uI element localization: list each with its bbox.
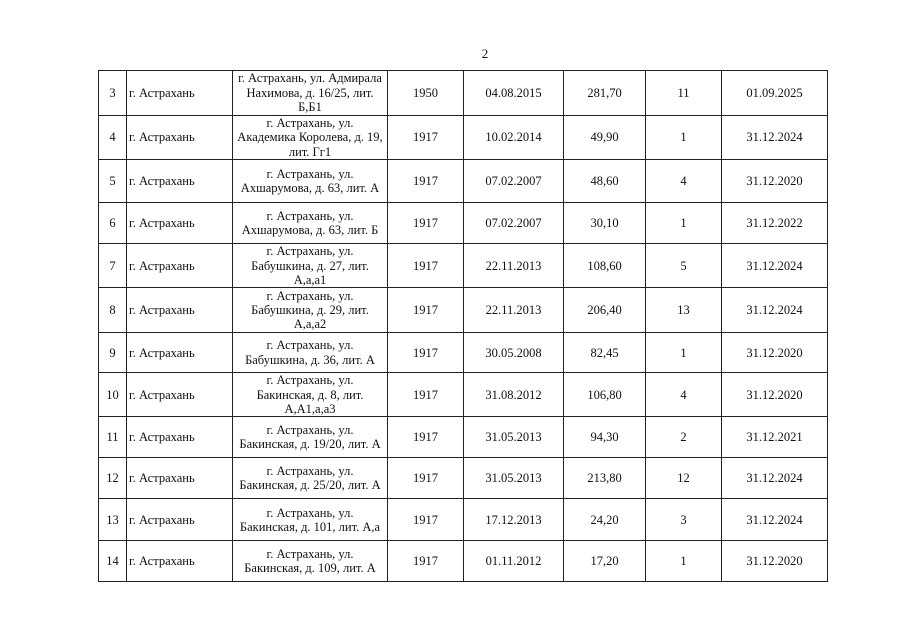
address-cell: г. Астрахань, ул. Бакинская, д. 8, лит. А,А1,а,а3 [233,373,388,417]
table-body [99,71,828,582]
table-row [99,244,828,288]
expiry-date-cell: 31.12.2024 [722,244,828,288]
table-row [99,71,828,116]
year-cell: 1917 [388,116,464,160]
count-cell: 1 [646,116,722,160]
city-cell: г. Астрахань [127,499,233,541]
address-cell: г. Астрахань, ул. Бабушкина, д. 36, лит. А [233,333,388,373]
address-cell: г. Астрахань, ул. Академика Королева, д. 19, лит. Гг1 [233,116,388,160]
address-cell: г. Астрахань, ул. Адмирала Нахимова, д. 16/25, лит. Б,Б1 [233,71,388,116]
address-cell: г. Астрахань, ул. Бакинская, д. 19/20, лит. А [233,417,388,458]
row-number: 8 [99,288,127,333]
expiry-date-cell: 01.09.2025 [722,71,828,116]
city-cell: г. Астрахань [127,458,233,499]
year-cell: 1917 [388,499,464,541]
row-number: 4 [99,116,127,160]
count-cell: 2 [646,417,722,458]
city-cell: г. Астрахань [127,417,233,458]
count-cell: 1 [646,203,722,244]
city-cell: г. Астрахань [127,160,233,203]
year-cell: 1917 [388,541,464,582]
area-cell: 24,20 [564,499,646,541]
year-cell: 1917 [388,160,464,203]
expiry-date-cell: 31.12.2020 [722,373,828,417]
table-row [99,333,828,373]
year-cell: 1917 [388,417,464,458]
address-cell: г. Астрахань, ул. Бакинская, д. 25/20, лит. А [233,458,388,499]
count-cell: 13 [646,288,722,333]
address-cell: г. Астрахань, ул. Ахшарумова, д. 63, лит. Б [233,203,388,244]
count-cell: 1 [646,541,722,582]
expiry-date-cell: 31.12.2024 [722,116,828,160]
row-number: 7 [99,244,127,288]
area-cell: 106,80 [564,373,646,417]
year-cell: 1917 [388,244,464,288]
expiry-date-cell: 31.12.2020 [722,160,828,203]
table-row [99,373,828,417]
expiry-date-cell: 31.12.2024 [722,288,828,333]
expiry-date-cell: 31.12.2022 [722,203,828,244]
count-cell: 3 [646,499,722,541]
date-cell: 01.11.2012 [464,541,564,582]
area-cell: 108,60 [564,244,646,288]
address-cell: г. Астрахань, ул. Бакинская, д. 109, лит. А [233,541,388,582]
page-number: 2 [481,46,489,61]
row-number: 14 [99,541,127,582]
address-cell: г. Астрахань, ул. Ахшарумова, д. 63, лит. А [233,160,388,203]
area-cell: 17,20 [564,541,646,582]
area-cell: 281,70 [564,71,646,116]
year-cell: 1917 [388,203,464,244]
count-cell: 11 [646,71,722,116]
date-cell: 07.02.2007 [464,203,564,244]
count-cell: 4 [646,160,722,203]
area-cell: 94,30 [564,417,646,458]
year-cell: 1917 [388,333,464,373]
expiry-date-cell: 31.12.2020 [722,333,828,373]
table-row [99,417,828,458]
year-cell: 1917 [388,373,464,417]
area-cell: 206,40 [564,288,646,333]
year-cell: 1917 [388,288,464,333]
address-cell: г. Астрахань, ул. Бабушкина, д. 27, лит. А,а,а1 [233,244,388,288]
city-cell: г. Астрахань [127,541,233,582]
expiry-date-cell: 31.12.2021 [722,417,828,458]
city-cell: г. Астрахань [127,244,233,288]
address-cell: г. Астрахань, ул. Бабушкина, д. 29, лит. А,а,а2 [233,288,388,333]
row-number: 6 [99,203,127,244]
city-cell: г. Астрахань [127,333,233,373]
date-cell: 31.05.2013 [464,458,564,499]
city-cell: г. Астрахань [127,373,233,417]
count-cell: 12 [646,458,722,499]
table-row [99,458,828,499]
expiry-date-cell: 31.12.2024 [722,499,828,541]
expiry-date-cell: 31.12.2024 [722,458,828,499]
date-cell: 22.11.2013 [464,288,564,333]
table-row [99,160,828,203]
area-cell: 30,10 [564,203,646,244]
city-cell: г. Астрахань [127,116,233,160]
date-cell: 30.05.2008 [464,333,564,373]
count-cell: 5 [646,244,722,288]
table-row [99,288,828,333]
expiry-date-cell: 31.12.2020 [722,541,828,582]
date-cell: 07.02.2007 [464,160,564,203]
date-cell: 10.02.2014 [464,116,564,160]
table-row [99,116,828,160]
city-cell: г. Астрахань [127,71,233,116]
area-cell: 49,90 [564,116,646,160]
city-cell: г. Астрахань [127,203,233,244]
city-cell: г. Астрахань [127,288,233,333]
buildings-table [98,70,828,582]
date-cell: 22.11.2013 [464,244,564,288]
count-cell: 1 [646,333,722,373]
date-cell: 31.05.2013 [464,417,564,458]
date-cell: 31.08.2012 [464,373,564,417]
row-number: 11 [99,417,127,458]
area-cell: 213,80 [564,458,646,499]
date-cell: 04.08.2015 [464,71,564,116]
year-cell: 1917 [388,458,464,499]
row-number: 9 [99,333,127,373]
row-number: 10 [99,373,127,417]
table-row [99,499,828,541]
table-row [99,203,828,244]
area-cell: 48,60 [564,160,646,203]
address-cell: г. Астрахань, ул. Бакинская, д. 101, лит. А,а [233,499,388,541]
row-number: 13 [99,499,127,541]
count-cell: 4 [646,373,722,417]
area-cell: 82,45 [564,333,646,373]
row-number: 5 [99,160,127,203]
date-cell: 17.12.2013 [464,499,564,541]
table-row [99,541,828,582]
row-number: 12 [99,458,127,499]
year-cell: 1950 [388,71,464,116]
row-number: 3 [99,71,127,116]
